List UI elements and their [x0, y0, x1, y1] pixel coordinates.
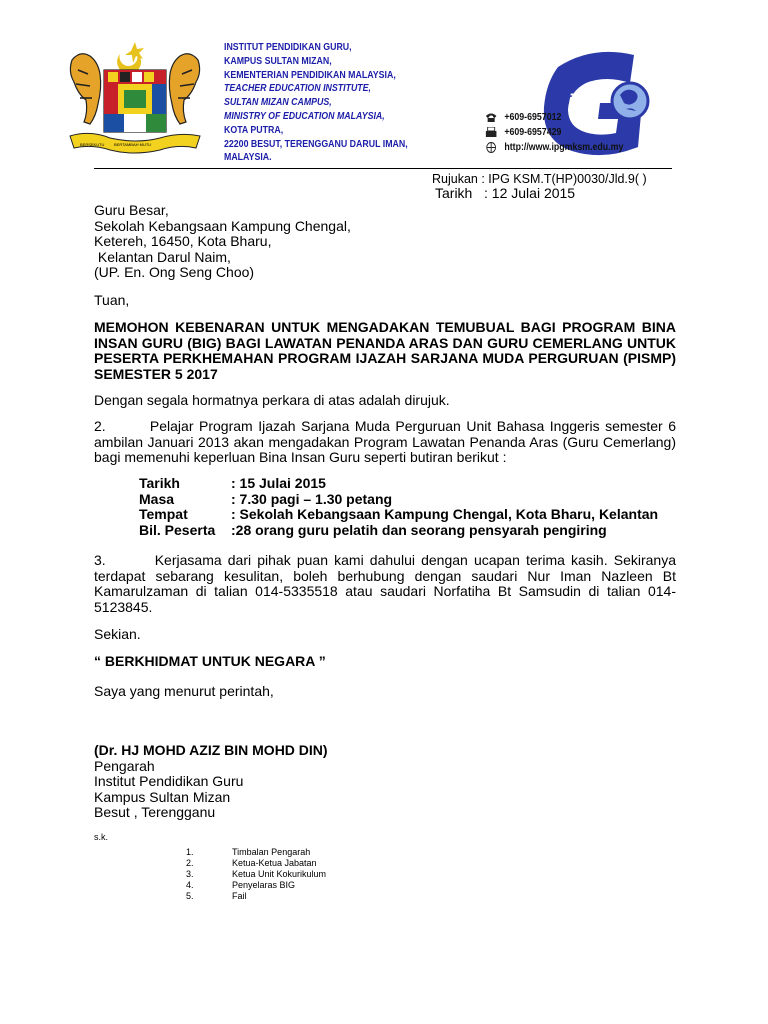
subject-heading: MEMOHON KEBENARAN UNTUK MENGADAKAN TEMUBUAL BAGI PROGRAM BINA INSAN GURU (BIG) BAGI LAWATAN PENANDA ARAS DAN GURU CEMERLANG UNTUK PESERTA PERKHEMAHAN PROGRAM IJAZAH SARJANA MUDA PERGURUAN (PISMP) SEMESTER 5 2017: [94, 319, 676, 382]
cc-text: Ketua-Ketua Jabatan: [232, 858, 317, 868]
signature-block: [94, 743, 676, 821]
motto: “ BERKHIDMAT UNTUK NEGARA ”: [94, 653, 326, 669]
letter-date: Tarikh : 12 Julai 2015: [435, 185, 576, 201]
institution-address: [224, 41, 408, 165]
detail-value: : 7.30 pagi – 1.30 petang: [231, 490, 393, 507]
cc-text: Fail: [232, 891, 247, 901]
cc-text: Timbalan Pengarah: [232, 847, 311, 857]
signatory-line: Besut , Terengganu: [94, 804, 216, 820]
recipient-line: Ketereh, 16450, Kota Bharu,: [94, 233, 272, 249]
website-link[interactable]: http://www.ipgmksm.edu.my: [504, 142, 624, 153]
recipient-line: Kelantan Darul Naim,: [94, 248, 231, 265]
institution-line: 22200 BESUT, TERENGGANU DARUL IMAN,: [224, 138, 408, 150]
list-item: [186, 891, 326, 902]
detail-row: [139, 507, 658, 523]
detail-label: Bil. Peserta: [139, 521, 216, 538]
institution-line: KOTA PUTRA,: [224, 124, 284, 136]
list-item: [186, 847, 326, 858]
cc-text: Penyelaras BIG: [232, 880, 296, 890]
paragraph-1: Dengan segala hormatnya perkara di atas adalah dirujuk.: [94, 392, 450, 408]
contact-info: [485, 110, 623, 155]
institution-line: SULTAN MIZAN CAMPUS,: [224, 97, 332, 109]
closing: Sekian.: [94, 626, 141, 642]
logo-text: iPG: [568, 91, 600, 111]
list-item: [186, 880, 326, 891]
yours-faithfully: Saya yang menurut perintah,: [94, 683, 274, 699]
institution-line: KAMPUS SULTAN MIZAN,: [224, 55, 332, 67]
signatory-line: Institut Pendidikan Guru: [94, 773, 244, 789]
globe-icon: [485, 142, 497, 153]
paragraph-2: 2. Pelajar Program Ijazah Sarjana Muda Perguruan Unit Bahasa Inggeris semester 6 ambilan Januari 2013 akan mengadakan Program Lawatan Penanda Aras (Guru Cemerlang) bagi memenuhi keperluan Bina Insan Guru seperti butiran berikut :: [94, 418, 680, 465]
list-item: [186, 858, 326, 869]
institution-line: KEMENTERIAN PENDIDIKAN MALAYSIA,: [224, 69, 396, 81]
fax-number: +609-6957429: [504, 127, 562, 138]
list-item: [186, 869, 326, 880]
signatory-line: Pengarah: [94, 757, 155, 774]
detail-label: Masa: [139, 490, 175, 507]
recipient-line: (UP. En. Ong Seng Choo): [94, 264, 255, 280]
detail-label: Tempat: [139, 506, 188, 522]
recipient-line: Guru Besar,: [94, 202, 169, 218]
cc-number: 5.: [186, 891, 194, 901]
crest-motto-right: BERTAMBAH MUTU: [114, 142, 152, 147]
signatory-line: Kampus Sultan Mizan: [94, 788, 231, 805]
fax-icon: [485, 127, 497, 138]
signatory-name: (Dr. HJ MOHD AZIZ BIN MOHD DIN): [94, 742, 328, 758]
detail-value: : 15 Julai 2015: [231, 475, 326, 491]
coat-of-arms-logo: [62, 40, 208, 155]
detail-value: : Sekolah Kebangsaan Kampung Chengal, Kota Bharu, Kelantan: [231, 506, 659, 522]
phone-number: +609-6957012: [504, 112, 562, 123]
detail-row: [139, 476, 658, 492]
detail-row: [139, 492, 658, 508]
detail-label: Tarikh: [139, 475, 180, 491]
paragraph-3: 3. Kerjasama dari pihak puan kami dahului dengan ucapan terima kasih. Sekiranya terdapat sebarang kesulitan, boleh berhubung dengan saudari Nur Iman Nazleen Bt Kamarulzaman di talian 014-5335518 atau saudari Norfatiha Bt Samsudin di talian 014-5123845.: [94, 552, 680, 615]
cc-number: 4.: [186, 880, 194, 890]
institution-line: MINISTRY OF EDUCATION MALAYSIA,: [224, 110, 385, 122]
cc-label: s.k.: [94, 832, 109, 842]
cc-number: 2.: [186, 858, 194, 868]
event-details: [139, 476, 658, 538]
institution-line: INSTITUT PENDIDIKAN GURU,: [224, 42, 352, 53]
salutation: Tuan,: [94, 292, 130, 308]
cc-text: Ketua Unit Kokurikulum: [232, 869, 327, 879]
detail-value: :28 orang guru pelatih dan seorang pensyarah pengiring: [231, 521, 607, 538]
recipient-address: [94, 203, 676, 281]
reference-number: Rujukan : IPG KSM.T(HP)0030/Jld.9( ): [432, 172, 647, 186]
cc-list: [186, 847, 326, 902]
detail-row: [139, 523, 658, 539]
header-divider: [94, 168, 672, 169]
cc-number: 3.: [186, 869, 194, 879]
phone-icon: [485, 112, 497, 123]
institution-line: TEACHER EDUCATION INSTITUTE,: [224, 83, 372, 95]
crest-motto-left: BERSEKUTU: [80, 142, 105, 147]
cc-number: 1.: [186, 847, 194, 857]
institution-line: MALAYSIA.: [224, 152, 272, 164]
recipient-line: Sekolah Kebangsaan Kampung Chengal,: [94, 217, 351, 234]
